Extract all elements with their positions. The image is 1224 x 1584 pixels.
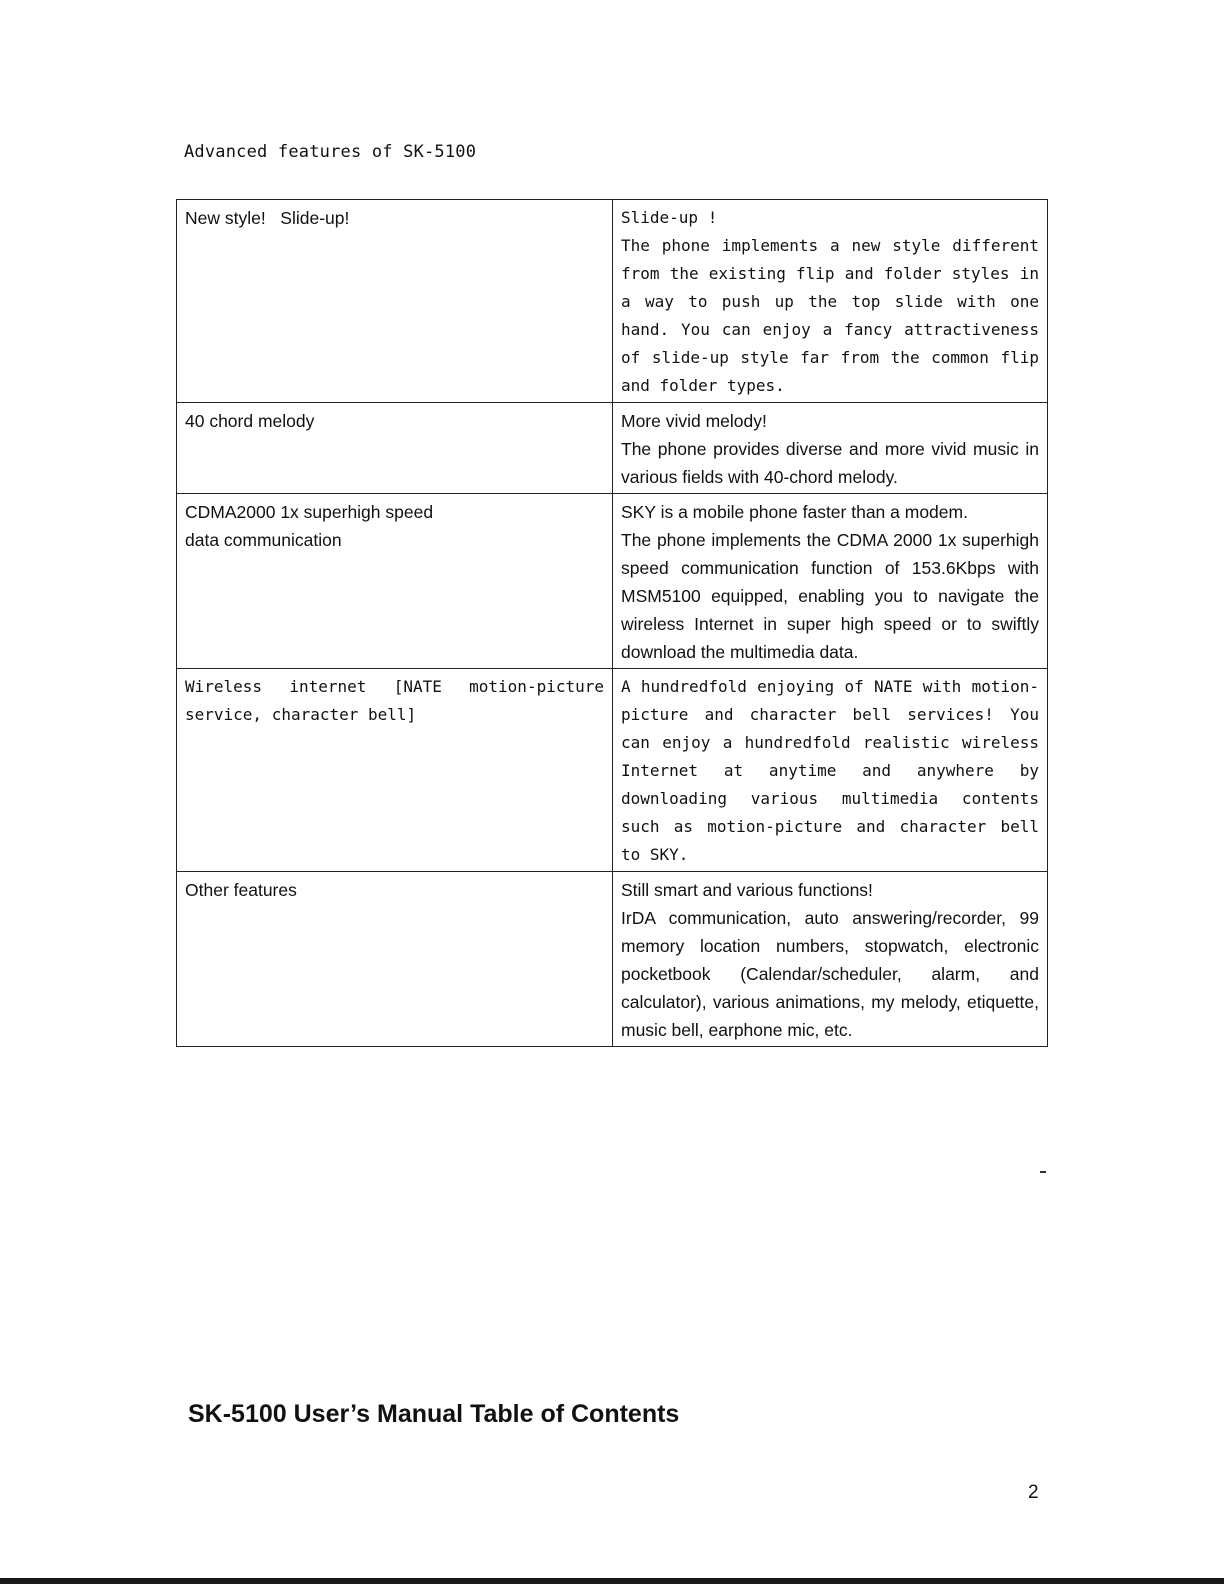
feature-description-cell <box>613 494 1048 669</box>
feature-name: New style! Slide-up! <box>185 208 350 228</box>
description-title: More vivid melody! <box>621 411 767 431</box>
feature-name: Wireless internet [NATE motion-picture service, character bell] <box>185 677 604 724</box>
feature-name-cell <box>177 403 613 494</box>
description-title: Still smart and various functions! <box>621 880 873 900</box>
feature-description-cell <box>613 669 1048 872</box>
table-row <box>177 872 1048 1047</box>
description-text: The phone provides diverse and more vivid music in various fields with 40-chord melody. <box>621 439 1039 487</box>
table-row <box>177 669 1048 872</box>
feature-name-cell <box>177 669 613 872</box>
description-text: The phone implements the CDMA 2000 1x superhigh speed communication function of 153.6Kbps with MSM5100 equipped, enabling you to navigate the wireless Internet in super high speed or to swiftly download the multimedia data. <box>621 530 1039 662</box>
feature-description-cell <box>613 872 1048 1047</box>
feature-name-cell <box>177 200 613 403</box>
feature-description-cell <box>613 200 1048 403</box>
feature-name: CDMA2000 1x superhigh speed data communication <box>185 502 434 550</box>
description-text: A hundredfold enjoying of NATE with motion-picture and character bell services! You can enjoy a hundredfold realistic wireless Internet at anytime and anywhere by downloading various multimedia contents such as motion-picture and character bell to SKY. <box>621 677 1039 864</box>
page-number: 2 <box>1028 1482 1039 1503</box>
description-title: Slide-up ! <box>621 208 718 227</box>
description-title: SKY is a mobile phone faster than a modem. <box>621 502 968 522</box>
feature-name: 40 chord melody <box>185 411 315 431</box>
toc-title: SK-5100 User’s Manual Table of Contents <box>188 1400 680 1428</box>
bottom-rule <box>0 1578 1224 1584</box>
description-text: IrDA communication, auto answering/recorder, 99 memory location numbers, stopwatch, electronic pocketbook (Calendar/scheduler, alarm, and calculator), various animations, my melody, etiquette, music bell, earphone mic, etc. <box>621 908 1039 1040</box>
stray-mark <box>1040 1171 1046 1173</box>
feature-description-cell <box>613 403 1048 494</box>
table-row <box>177 200 1048 403</box>
table-row <box>177 403 1048 494</box>
features-table <box>176 199 1048 1047</box>
description-text: The phone implements a new style different from the existing flip and folder styles in a way to push up the top slide with one hand. You can enjoy a fancy attractiveness of slide-up style far from the common flip and folder types. <box>621 236 1039 395</box>
table-row <box>177 494 1048 669</box>
page-heading: Advanced features of SK-5100 <box>184 142 477 162</box>
feature-name: Other features <box>185 880 297 900</box>
feature-name-cell <box>177 494 613 669</box>
feature-name-cell <box>177 872 613 1047</box>
